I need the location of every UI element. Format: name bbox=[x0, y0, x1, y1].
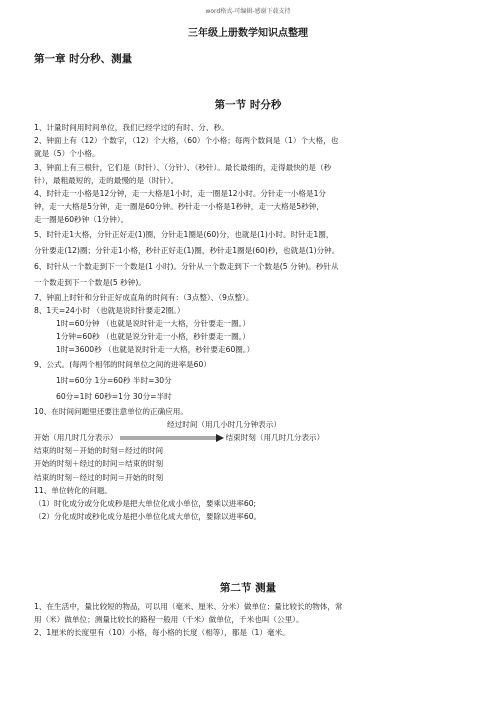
section-2-body bbox=[34, 600, 464, 640]
section-1-body bbox=[34, 121, 464, 523]
text-line: 1时=60分 1分=60秒 半时=30分 bbox=[56, 375, 172, 385]
formula-line: 开始的时刻＋经过的时间＝结束的时刻 bbox=[34, 459, 164, 469]
text-line: 7、钟面上时针和分针正好成直角的时间有：（3点整）、（9点整）。 bbox=[34, 292, 254, 302]
text-line: 走一圈是60秒钟（1分钟）。 bbox=[34, 215, 129, 225]
text-line: 5、时针走1大格，分针正好走(1)圈，分针走1圈是(60)分，也就是(1)小时。时针走1圈， bbox=[34, 229, 334, 239]
diagram-top-label: 经过时间（用几小时几分钟表示） bbox=[167, 419, 281, 429]
text-line: 钟，走一大格是5分钟，走一圈是60分钟。秒针走一小格是1秒钟，走一大格是5秒钟， bbox=[34, 202, 324, 212]
chapter-heading: 第一章 时分秒、测量 bbox=[34, 53, 133, 65]
text-line: 就是（5）个小格。 bbox=[34, 149, 100, 159]
text-line: 4、时针走一小格是12分钟，走一大格是1小时，走一圈是12小时。分针走一小格是1分 bbox=[34, 189, 327, 199]
text-line: 用（米）做单位；测量比较长的路程一般用（千米）做单位，千米也叫（公里）。 bbox=[34, 615, 304, 625]
diagram-end-label: 结束时刻（用几时几分表示） bbox=[225, 433, 325, 443]
text-line: 60分=1时 60秒=1分 30分=半时 bbox=[56, 391, 172, 401]
text-line: 10、在时间问题里还要注意单位的正确应用。 bbox=[34, 406, 188, 416]
text-line: （1）时化成分或分化成秒是把大单位化成小单位，要乘以进率60; bbox=[34, 499, 257, 509]
double-arrow-icon bbox=[120, 436, 224, 440]
document-title: 三年级上册数学知识点整理 bbox=[188, 28, 308, 39]
text-line: 2、钟面上有（12）个数字，（12）个大格，（60）个小格；每两个数间是（1）个大格，也 bbox=[34, 136, 339, 146]
formula-line: 结束的时刻－开始的时刻＝经过的时间 bbox=[34, 446, 164, 456]
text-line: 1、在生活中，量比较短的物品，可以用（毫米、厘米、分米）做单位；量比较长的物体，常 bbox=[34, 602, 343, 611]
text-line: 8、1天=24小时 （也就是说时针要走2圈。） bbox=[34, 305, 185, 315]
text-line: 1、计量时间用时间单位，我们已经学过的有时、分、秒。 bbox=[34, 123, 229, 132]
text-line: （2）分化成时或秒化成分是把小单位化成大单位，要除以进率60。 bbox=[34, 512, 262, 522]
text-line: 9、公式。(每两个相邻的时间单位之间的进率是60） bbox=[34, 359, 211, 369]
section-heading-2: 第二节 测量 bbox=[219, 582, 277, 594]
text-line: 3、钟面上有三根针，它们是（时针）、（分针）、（秒针）。最长最细的，走得最快的是（秒 bbox=[34, 162, 332, 172]
section-heading-1: 第一节 时分秒 bbox=[214, 99, 282, 111]
text-line: 6、时针从一个数走到下一个数是(1 小时)。分针从一个数走到下一个数是(5 分钟)。秒针从 bbox=[34, 261, 339, 271]
text-line: 分针要走(12)圈；分针走1小格，秒针正好走(1)圈，秒针走1圈是(60)秒，也就是(1)分钟。 bbox=[34, 245, 340, 255]
diagram-start-label: 开始（用几时几分表示） bbox=[34, 433, 118, 443]
text-line: 1时=60分钟 （也就是说时针走一大格，分针要走一圈。） bbox=[56, 319, 251, 329]
text-line: 针），最粗最短的，走的最慢的是（时针）。 bbox=[34, 175, 179, 185]
time-diagram bbox=[34, 431, 464, 444]
text-line: 2、1厘米的长度里有（10）小格，每小格的长度（相等），都是（1）毫米。 bbox=[34, 628, 290, 638]
text-line: 1时=3600秒 （也就是说时针走一大格，秒针要走60圈。） bbox=[56, 345, 255, 355]
text-line: 一个数走到下一个数是(5 秒钟)。 bbox=[34, 277, 146, 287]
page-header: word格式-可编辑-感谢下载支持 bbox=[205, 8, 291, 15]
text-line: 1分钟=60秒 （也就是说分针走一小格，秒针要走一圈。） bbox=[56, 332, 251, 342]
formula-line: 结束的时刻－经过的时间＝开始的时刻 bbox=[34, 472, 164, 482]
text-line: 11、单位转化的问题。 bbox=[34, 485, 113, 495]
